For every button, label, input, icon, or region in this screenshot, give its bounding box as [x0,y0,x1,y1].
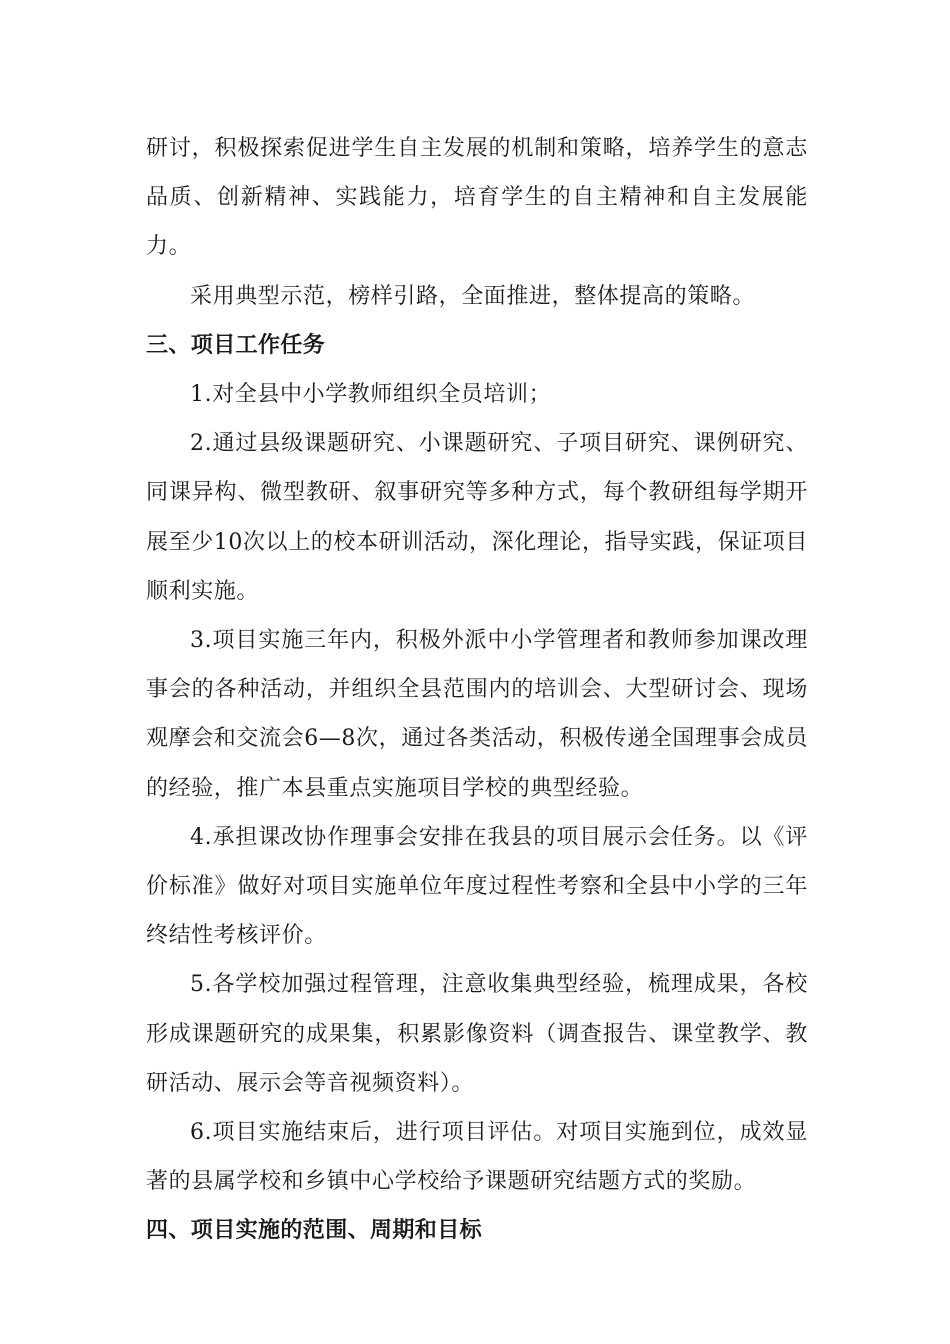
task-item-3: 3.项目实施三年内，积极外派中小学管理者和教师参加课改理事会的各种活动，并组织全县范围内的培训会、大型研讨会、现场观摩会和交流会6—8次，通过各类活动，积极传递全国理事会成员的经验，推广本县重点实施项目学校的典型经验。 [146,628,808,801]
document-body [146,124,808,1256]
task-item-5: 5.各学校加强过程管理，注意收集典型经验，梳理成果，各校形成课题研究的成果集，积累影像资料（调查报告、课堂教学、教研活动、展示会等音视频资料）。 [146,972,808,1096]
task-item-1: 1.对全县中小学教师组织全员培训； [190,382,552,408]
section-heading-scope: 四、项目实施的范围、周期和目标 [146,1218,483,1244]
task-item-6: 6.项目实施结束后，进行项目评估。对项目实施到位，成效显著的县属学校和乡镇中心学校给予课题研究结题方式的奖励。 [146,1120,808,1195]
paragraph-strategy: 采用典型示范，榜样引路，全面推进，整体提高的策略。 [190,283,756,309]
task-item-2: 2.通过县级课题研究、小课题研究、子项目研究、课例研究、同课异构、微型教研、叙事研究等多种方式，每个教研组每学期开展至少10次以上的校本研训活动，深化理论，指导实践，保证项目顺利实施。 [146,431,808,604]
paragraph-continued: 研讨，积极探索促进学生自主发展的机制和策略，培养学生的意志品质、创新精神、实践能力，培育学生的自主精神和自主发展能力。 [146,136,808,260]
section-heading-tasks: 三、项目工作任务 [146,332,326,358]
task-item-4: 4.承担课改协作理事会安排在我县的项目展示会任务。以《评价标准》做好对项目实施单位年度过程性考察和全县中小学的三年终结性考核评价。 [146,824,808,949]
